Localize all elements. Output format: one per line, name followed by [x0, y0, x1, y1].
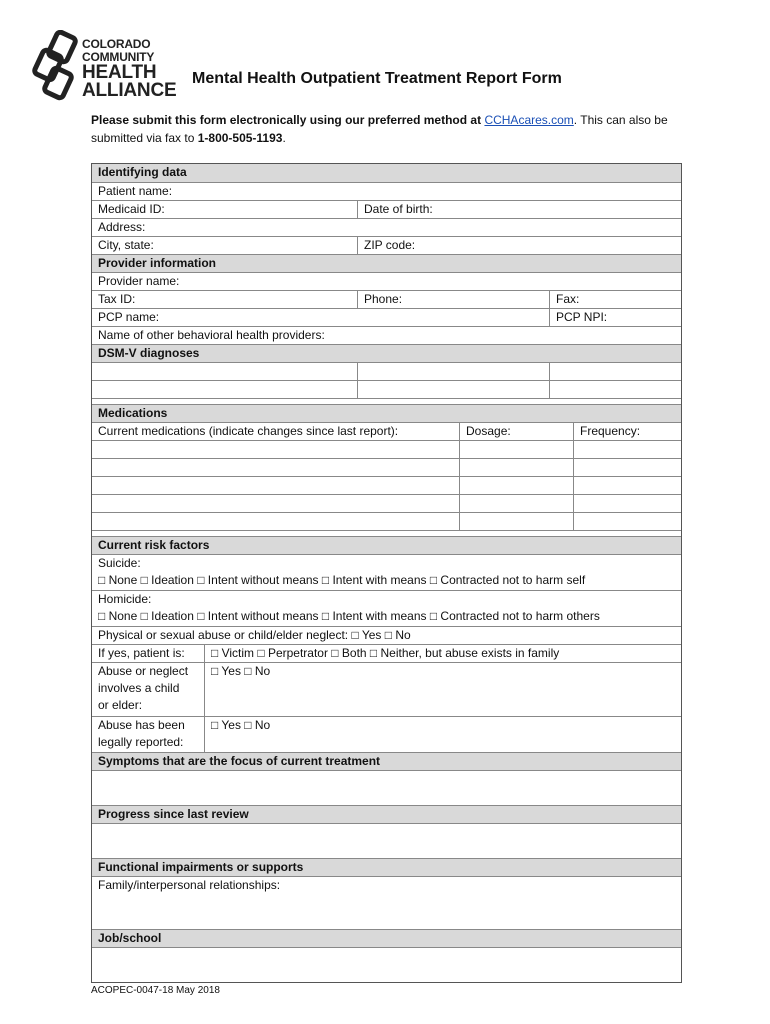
label-line: or elder:: [98, 698, 143, 712]
label-line: Abuse or neglect: [98, 664, 189, 678]
provider-name-field[interactable]: [92, 272, 681, 290]
medication-row: [92, 494, 681, 512]
section-header: Medications: [98, 406, 168, 420]
suicide-row: [92, 554, 681, 590]
pcp-row: [92, 308, 681, 326]
if-yes-label: [92, 645, 204, 662]
field-label: Current medications (indicate changes since last report):: [98, 424, 399, 438]
section-header: Symptoms that are the focus of current treatment: [98, 754, 381, 768]
section-header: Current risk factors: [98, 538, 210, 552]
dob-field[interactable]: [357, 201, 681, 218]
involves-options[interactable]: [204, 663, 681, 716]
dosage-cell[interactable]: [459, 459, 573, 476]
section-header: Provider information: [98, 256, 217, 270]
section-header: Progress since last review: [98, 807, 249, 821]
options-text: □ Victim □ Perpetrator □ Both □ Neither, but abuse exists in family: [211, 646, 560, 660]
medication-cell[interactable]: [92, 477, 459, 494]
field-label: Date of birth:: [364, 202, 433, 216]
homicide-row: [92, 590, 681, 626]
section-functional: [92, 858, 681, 876]
section-progress: [92, 805, 681, 823]
dosage-cell[interactable]: [459, 513, 573, 530]
tax-phone-fax-row: [92, 290, 681, 308]
options-text: □ Yes □ No: [211, 664, 271, 678]
reported-row: [92, 716, 681, 752]
medication-cell[interactable]: [92, 513, 459, 530]
intro-part-3: .: [282, 131, 286, 145]
medication-row: [92, 512, 681, 530]
frequency-cell[interactable]: [573, 513, 681, 530]
medication-cell[interactable]: [92, 459, 459, 476]
field-label: Frequency:: [580, 424, 641, 438]
frequency-cell[interactable]: [573, 477, 681, 494]
pcp-name-field[interactable]: [92, 309, 549, 326]
address-field[interactable]: [92, 218, 681, 236]
abuse-neglect-options[interactable]: Physical or sexual abuse or child/elder neglect: □ Yes □ No: [98, 628, 411, 642]
logo-line-1: COLORADO: [82, 37, 151, 51]
dsm-cell[interactable]: [549, 363, 681, 380]
footer-code: ACOPEC-0047-18 May 2018: [91, 985, 220, 996]
reported-options[interactable]: [204, 717, 681, 752]
if-yes-row: [92, 644, 681, 662]
other-providers-field[interactable]: [92, 326, 681, 344]
dsm-cell[interactable]: [92, 363, 357, 380]
dsm-row: [92, 362, 681, 380]
field-label: Dosage:: [466, 424, 511, 438]
medication-cell[interactable]: [92, 495, 459, 512]
reported-label: [92, 717, 204, 752]
dosage-cell[interactable]: [459, 441, 573, 458]
report-form: [91, 163, 682, 983]
dsm-cell[interactable]: [357, 381, 549, 398]
section-provider: [92, 254, 681, 272]
suicide-label: Suicide:: [98, 556, 141, 570]
intro-text: [91, 111, 691, 147]
section-header: Job/school: [98, 931, 162, 945]
intro-part-2: . This can also be submitted via fax to: [91, 113, 668, 145]
suicide-options[interactable]: □ None □ Ideation □ Intent without means □ Intent with means □ Contracted not to harm self: [98, 573, 586, 587]
field-label: Patient name:: [98, 184, 173, 198]
field-label: Address:: [98, 220, 146, 234]
section-identifying: [92, 164, 681, 182]
progress-field[interactable]: [92, 823, 681, 858]
intro-part-1: Please submit this form electronically using our preferred method at: [91, 113, 485, 127]
field-label: Provider name:: [98, 274, 180, 288]
field-label: ZIP code:: [364, 238, 416, 252]
page-title: Mental Health Outpatient Treatment Report Form: [192, 70, 562, 87]
medication-cell[interactable]: [92, 441, 459, 458]
tax-id-field[interactable]: [92, 291, 357, 308]
homicide-options[interactable]: □ None □ Ideation □ Intent without means □ Intent with means □ Contracted not to harm others: [98, 609, 600, 623]
medication-row: [92, 440, 681, 458]
medications-header-row: [92, 422, 681, 440]
city-state-field[interactable]: [92, 237, 357, 254]
field-label: Tax ID:: [98, 292, 136, 306]
dosage-cell[interactable]: [459, 477, 573, 494]
city-zip-row: [92, 236, 681, 254]
job-school-field[interactable]: [92, 947, 681, 982]
logo-mark-icon: [32, 30, 80, 102]
intro-fax: 1-800-505-1193: [197, 131, 283, 145]
family-relationships-field[interactable]: [92, 876, 681, 929]
dosage-label: [459, 423, 573, 440]
medicaid-dob-row: [92, 200, 681, 218]
field-label: Phone:: [364, 292, 403, 306]
cchacares-link[interactable]: CCHAcares.com: [484, 113, 574, 127]
dsm-cell[interactable]: [549, 381, 681, 398]
section-medications: [92, 404, 681, 422]
section-header: DSM-V diagnoses: [98, 346, 200, 360]
medicaid-id-field[interactable]: [92, 201, 357, 218]
dosage-cell[interactable]: [459, 495, 573, 512]
medication-row: [92, 476, 681, 494]
symptoms-field[interactable]: [92, 770, 681, 805]
field-label: PCP NPI:: [556, 310, 608, 324]
field-label: Fax:: [556, 292, 580, 306]
logo-line-3: HEALTH: [82, 62, 157, 83]
field-label: If yes, patient is:: [98, 646, 185, 660]
frequency-cell[interactable]: [573, 495, 681, 512]
field-label: Family/interpersonal relationships:: [98, 878, 281, 892]
label-line: Abuse has been: [98, 718, 185, 732]
label-line: legally reported:: [98, 735, 184, 749]
current-medications-label: [92, 423, 459, 440]
section-risk: [92, 536, 681, 554]
abuse-neglect-row: [92, 626, 681, 644]
involves-label: [92, 663, 204, 716]
field-label: PCP name:: [98, 310, 160, 324]
logo-line-4: ALLIANCE: [82, 80, 177, 101]
pcp-npi-field[interactable]: [549, 309, 681, 326]
section-header: Identifying data: [98, 165, 187, 179]
section-job: [92, 929, 681, 947]
medication-row: [92, 458, 681, 476]
field-label: Medicaid ID:: [98, 202, 165, 216]
logo-wordmark: [82, 38, 176, 100]
label-line: involves a child: [98, 681, 180, 695]
field-label: Name of other behavioral health providers:: [98, 328, 325, 342]
frequency-label: [573, 423, 681, 440]
dsm-cell[interactable]: [357, 363, 549, 380]
zip-code-field[interactable]: [357, 237, 681, 254]
phone-field[interactable]: [357, 291, 549, 308]
involves-row: [92, 662, 681, 716]
logo-line-2: COMMUNITY: [82, 50, 155, 64]
options-text: □ Yes □ No: [211, 718, 271, 732]
homicide-label: Homicide:: [98, 592, 152, 606]
section-dsm: [92, 344, 681, 362]
field-label: City, state:: [98, 238, 154, 252]
logo: [32, 30, 177, 102]
patient-name-field[interactable]: [92, 182, 681, 200]
dsm-cell[interactable]: [92, 381, 357, 398]
section-symptoms: [92, 752, 681, 770]
frequency-cell[interactable]: [573, 459, 681, 476]
dsm-row: [92, 380, 681, 398]
section-header: Functional impairments or supports: [98, 860, 304, 874]
frequency-cell[interactable]: [573, 441, 681, 458]
if-yes-options[interactable]: [204, 645, 681, 662]
fax-field[interactable]: [549, 291, 681, 308]
